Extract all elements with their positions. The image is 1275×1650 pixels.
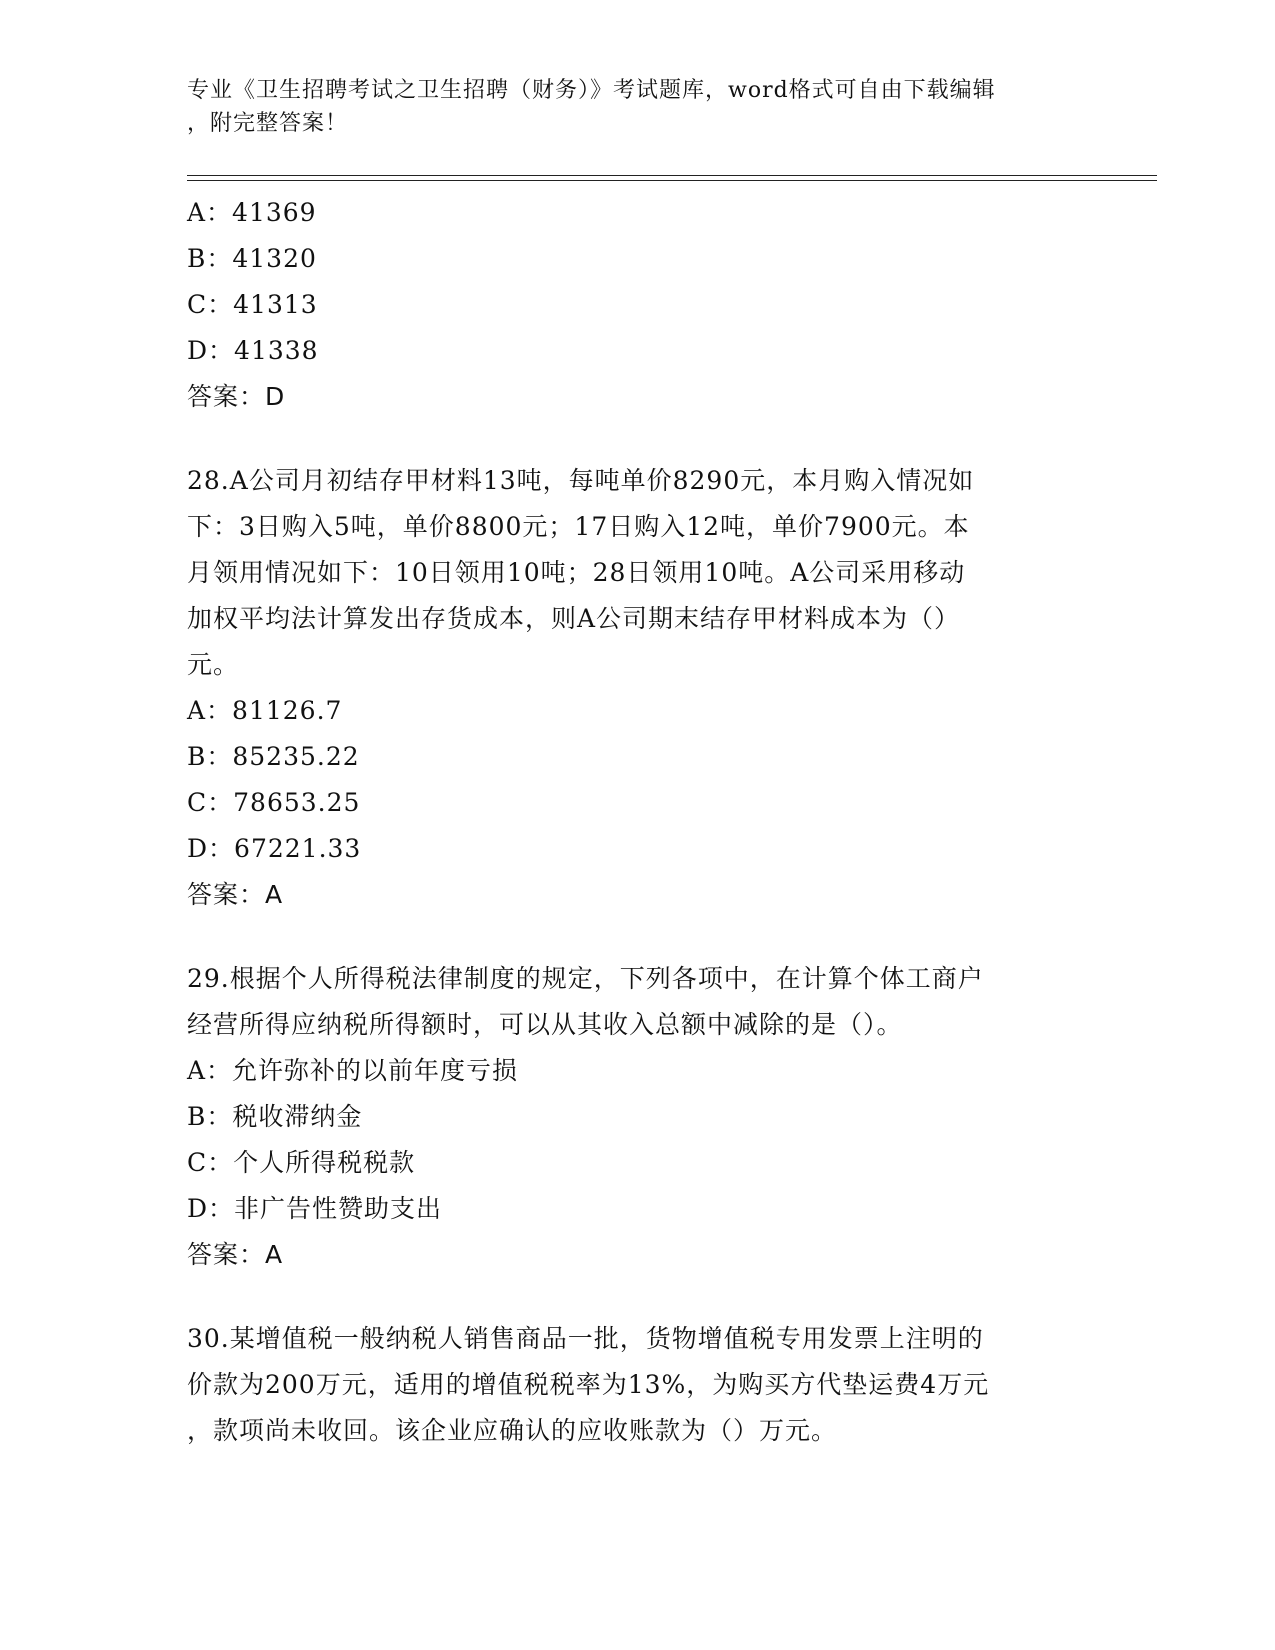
answer-value: D <box>265 382 286 411</box>
answer-line <box>187 374 1087 420</box>
question-text-line: 28.A公司月初结存甲材料13吨，每吨单价8290元，本月购入情况如 <box>187 466 975 495</box>
question-text-line: 经营所得应纳税所得额时，可以从其收入总额中减除的是（）。 <box>187 1010 903 1039</box>
option-c: C：个人所得税税款 <box>187 1148 416 1177</box>
option-b: B：税收滞纳金 <box>187 1102 363 1131</box>
header-divider-bottom <box>187 180 1157 181</box>
option-a: A：41369 <box>187 198 317 227</box>
question-text-line: 月领用情况如下：10日领用10吨；28日领用10吨。A公司采用移动 <box>187 558 966 587</box>
question-27 <box>187 190 1087 420</box>
answer-label: 答案： <box>187 880 266 909</box>
question-text-line: 元。 <box>187 650 240 679</box>
option-c: C：78653.25 <box>187 788 361 817</box>
option-b: B：85235.22 <box>187 742 360 771</box>
option-a: A：81126.7 <box>187 696 343 725</box>
answer-value: A <box>265 1240 284 1269</box>
header-line-1: 专业《卫生招聘考试之卫生招聘（财务）》考试题库，word格式可自由下载编辑 <box>187 78 996 103</box>
question-text-line: 29.根据个人所得税法律制度的规定，下列各项中，在计算个体工商户 <box>187 964 984 993</box>
answer-line <box>187 872 1087 918</box>
question-text-line: 加权平均法计算发出存货成本，则A公司期末结存甲材料成本为（） <box>187 604 961 633</box>
question-29 <box>187 956 1087 1278</box>
option-c: C：41313 <box>187 290 318 319</box>
answer-line <box>187 1232 1087 1278</box>
question-text-line: 30.某增值税一般纳税人销售商品一批，货物增值税专用发票上注明的 <box>187 1324 984 1353</box>
option-d: D：67221.33 <box>187 834 362 863</box>
header-divider-top <box>187 175 1157 176</box>
option-a: A：允许弥补的以前年度亏损 <box>187 1056 519 1085</box>
question-28 <box>187 458 1087 918</box>
option-d: D：41338 <box>187 336 319 365</box>
answer-label: 答案： <box>187 1240 266 1269</box>
question-text-line: ，款项尚未收回。该企业应确认的应收账款为（）万元。 <box>187 1416 838 1445</box>
option-d: D：非广告性赞助支出 <box>187 1194 443 1223</box>
header-line-2: ，附完整答案！ <box>187 111 349 136</box>
document-header <box>187 74 1087 140</box>
question-30 <box>187 1316 1087 1454</box>
question-text-line: 价款为200万元，适用的增值税税率为13%，为购买方代垫运费4万元 <box>187 1370 990 1399</box>
answer-label: 答案： <box>187 382 266 411</box>
question-text-line: 下：3日购入5吨，单价8800元；17日购入12吨，单价7900元。本 <box>187 512 970 541</box>
answer-value: A <box>265 880 284 909</box>
option-b: B：41320 <box>187 244 317 273</box>
question-list <box>187 190 1087 1454</box>
